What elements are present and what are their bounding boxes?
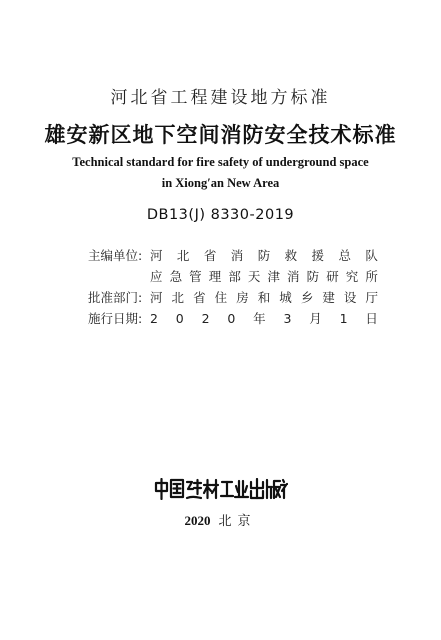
info-value-char: 天 — [247, 269, 261, 284]
info-value-char: 消 — [287, 269, 300, 284]
info-value-char: 北 — [171, 290, 185, 305]
info-value-char: 研 — [326, 269, 339, 284]
info-value-char: 管 — [189, 269, 202, 284]
info-value-char: 河 — [150, 248, 163, 263]
info-value — [150, 266, 378, 287]
info-value-char: 住 — [214, 290, 228, 305]
info-value-char: 月 — [309, 311, 322, 326]
info-block — [88, 245, 378, 329]
title-english-line1: Technical standard for fire safety of underground space — [72, 155, 369, 169]
info-value-char: 理 — [208, 269, 222, 284]
info-value-char: 3 — [283, 311, 292, 326]
info-label: 施行日期: — [88, 311, 143, 326]
info-value-char: 究 — [345, 269, 359, 284]
info-value-char: 应 — [150, 269, 163, 284]
info-value-char: 设 — [343, 290, 357, 305]
info-value-char: 0 — [175, 311, 184, 326]
standard-category: 河北省工程建设地方标准 — [110, 88, 331, 108]
publisher-logo — [154, 478, 288, 500]
info-value-char: 部 — [228, 269, 241, 284]
info-value-char: 省 — [203, 248, 217, 263]
info-value-char: 队 — [365, 248, 378, 263]
info-value-char: 援 — [311, 248, 325, 263]
info-value-char: 北 — [176, 248, 190, 263]
info-value-char: 房 — [236, 290, 249, 305]
info-value-char: 建 — [322, 290, 335, 305]
info-value-char: 1 — [339, 311, 348, 326]
info-label: 批准部门: — [88, 290, 143, 305]
info-label: 主编单位: — [88, 248, 143, 263]
publication-line — [0, 510, 441, 529]
info-row-chief-editor — [88, 245, 378, 266]
info-value-char: 厅 — [365, 290, 378, 305]
info-row-approval-dept — [88, 287, 378, 308]
info-value-char: 年 — [253, 311, 266, 326]
title-chinese: 雄安新区地下空间消防安全技术标准 — [44, 122, 397, 147]
info-value — [150, 287, 378, 308]
publication-year: 2020 — [184, 513, 211, 528]
info-value-char: 2 — [150, 311, 158, 326]
info-value-char: 救 — [284, 248, 298, 263]
info-row-co-editor — [88, 266, 378, 287]
info-value-char: 急 — [169, 269, 183, 284]
info-value-char: 日 — [365, 311, 378, 326]
info-row-effective-date — [88, 308, 378, 329]
info-value-char: 城 — [279, 290, 292, 305]
standard-number: DB13(J) 8330-2019 — [146, 207, 295, 223]
info-value-char: 2 — [201, 311, 210, 326]
info-label — [88, 266, 150, 287]
publication-city: 北京 — [218, 514, 257, 529]
info-value-char: 河 — [150, 290, 163, 305]
info-value-char: 防 — [257, 248, 271, 263]
info-value — [150, 245, 378, 266]
info-value-char: 总 — [338, 248, 351, 263]
info-value-char: 和 — [257, 290, 271, 305]
info-value-char: 津 — [267, 269, 280, 284]
info-value-char: 消 — [230, 248, 244, 263]
info-value-char: 0 — [227, 311, 236, 326]
title-english-line2: in Xiong′an New Area — [161, 176, 280, 190]
info-value-char: 防 — [306, 269, 320, 284]
info-value — [150, 308, 378, 329]
info-value-char: 所 — [365, 269, 378, 284]
info-value-char: 乡 — [300, 290, 314, 305]
info-value-char: 省 — [193, 290, 206, 305]
